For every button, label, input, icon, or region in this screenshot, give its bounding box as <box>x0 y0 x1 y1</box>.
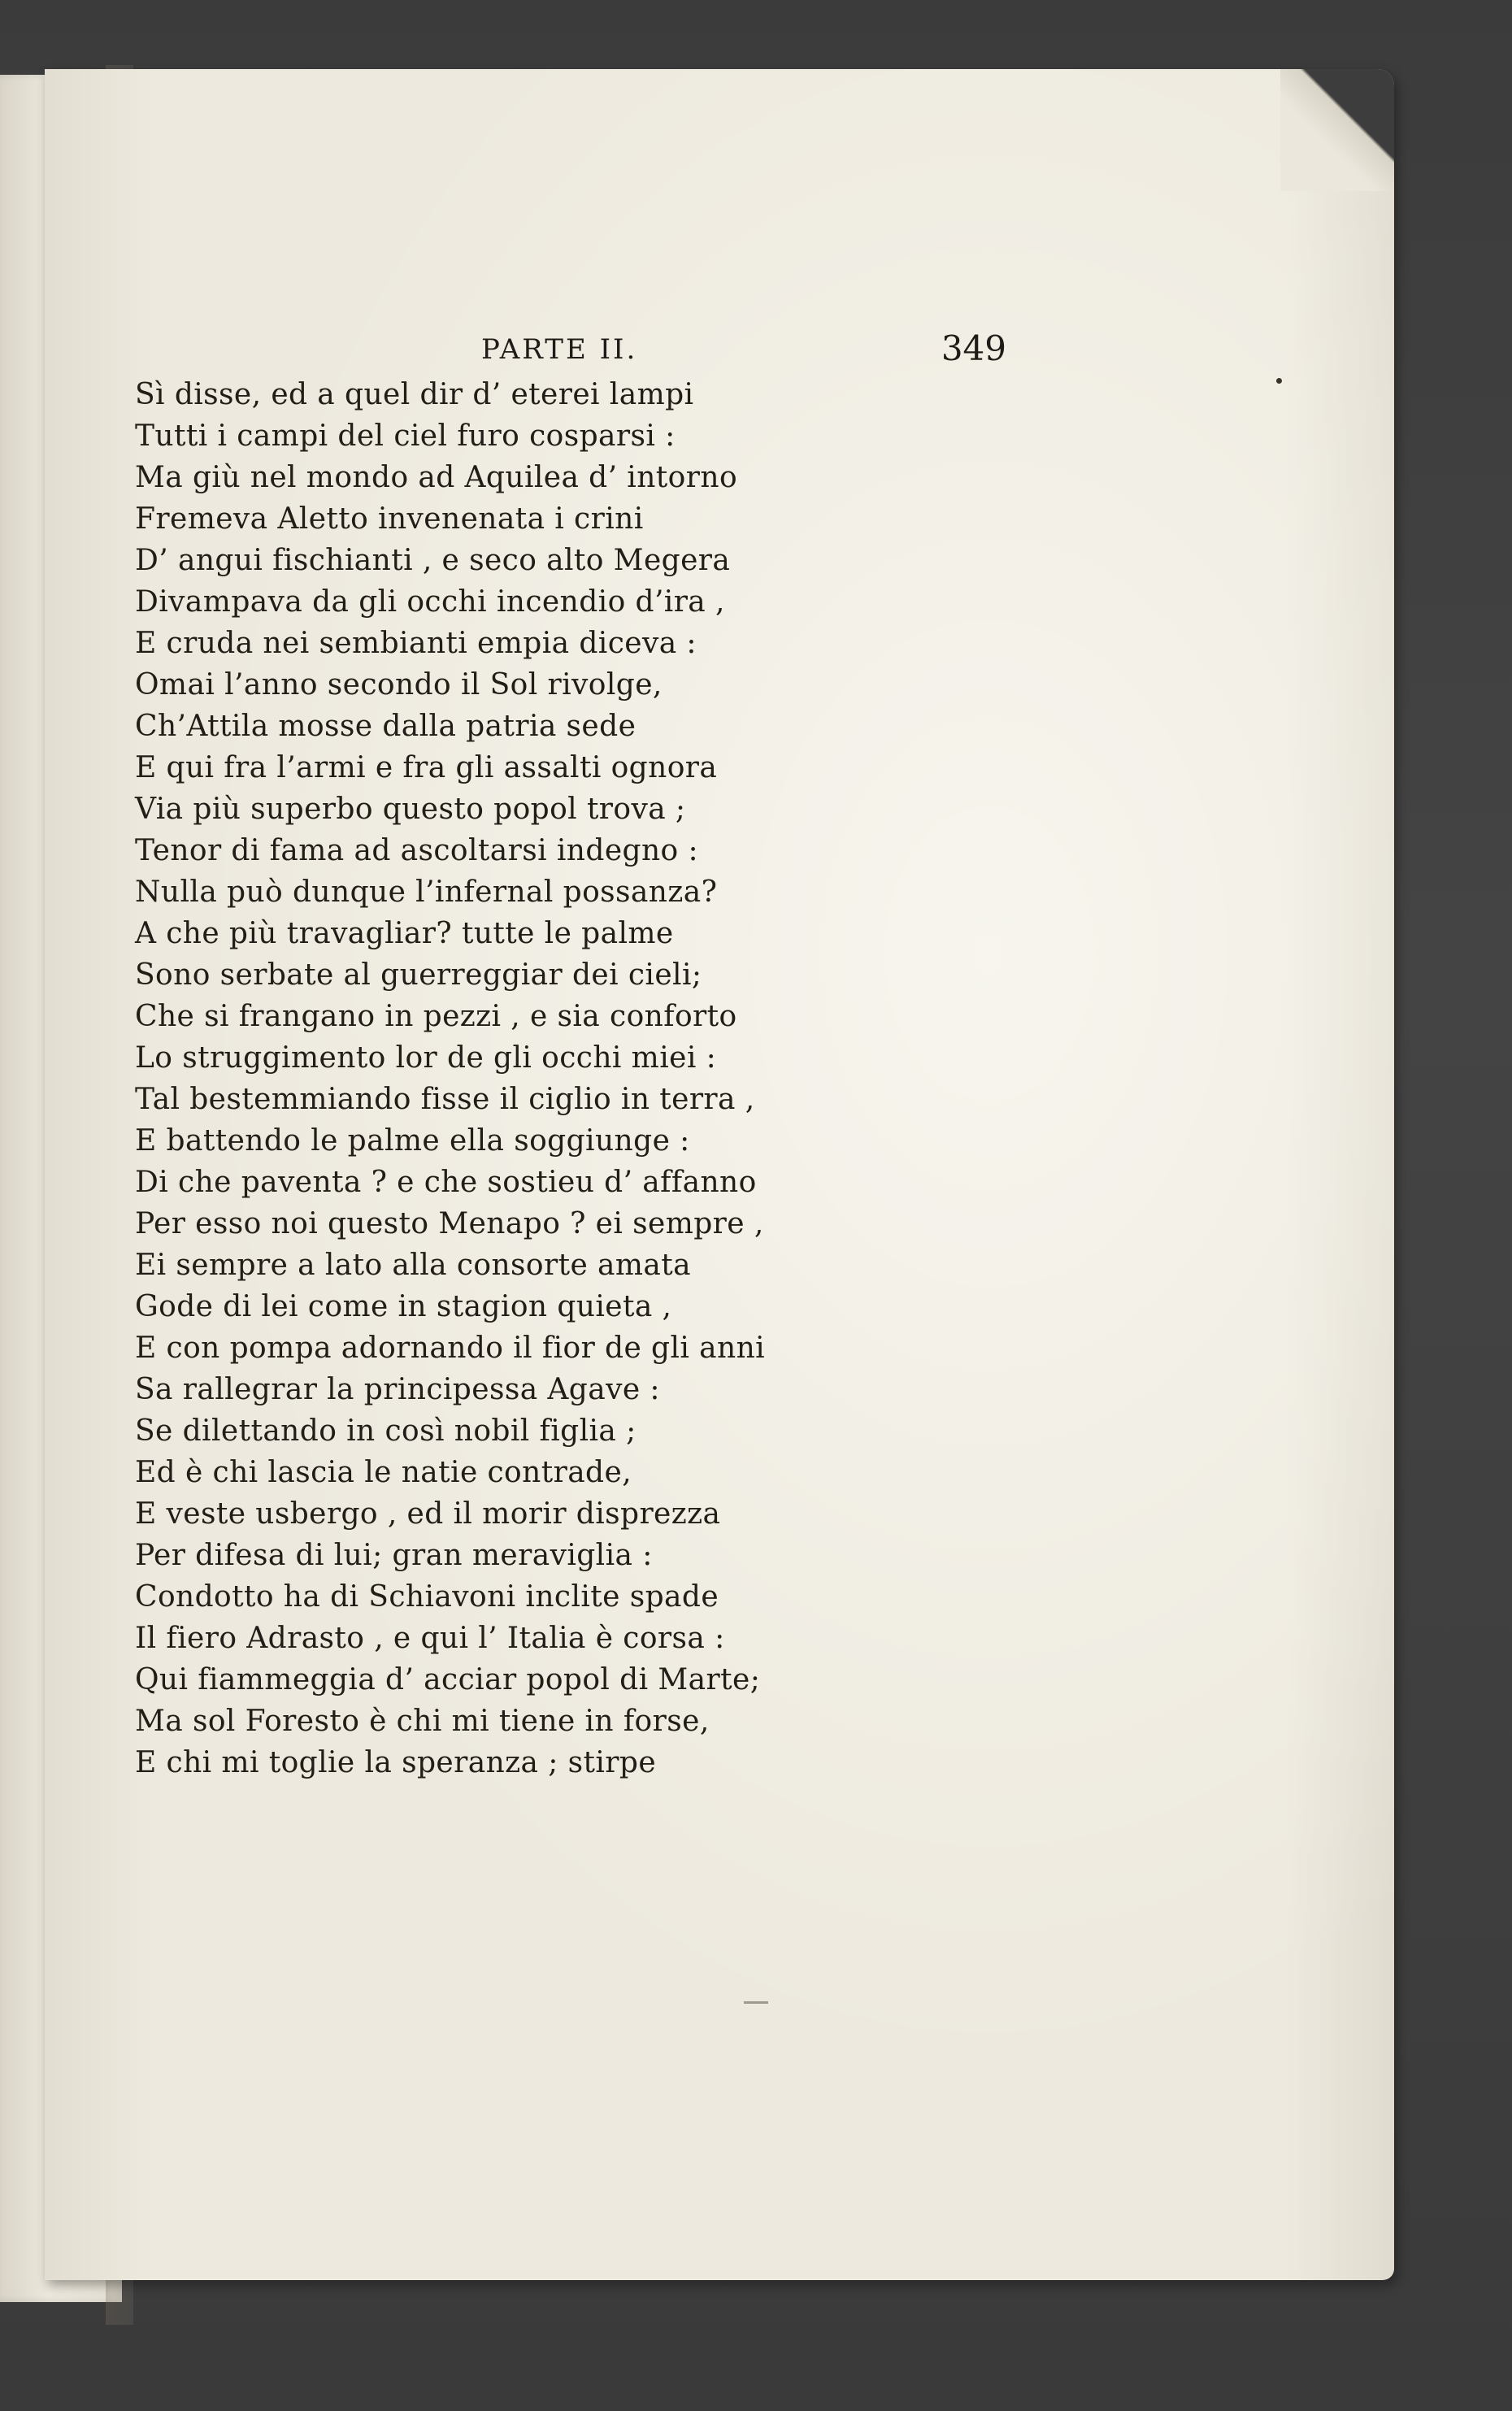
verse-line: E battendo le palme ella soggiunge : <box>135 1124 690 1158</box>
page-number: 349 <box>941 328 1006 368</box>
verse-line: Ei sempre a lato alla consorte amata <box>135 1249 692 1282</box>
verse-line: Via più superbo questo popol trova ; <box>135 793 686 826</box>
verse-line: Di che paventa ? e che sostieu d’ affanno <box>135 1166 757 1199</box>
verse-line: Per difesa di lui; gran meraviglia : <box>135 1539 653 1572</box>
verse-line: Il fiero Adrasto , e qui l’ Italia è corsa : <box>135 1622 725 1655</box>
verse-line: E cruda nei sembianti empia diceva : <box>135 627 697 660</box>
verse-line: Sa rallegrar la principessa Agave : <box>135 1373 660 1406</box>
verse-line: Qui fiammeggia d’ acciar popol di Marte; <box>135 1663 761 1696</box>
verse-line: Tutti i campi del ciel furo cosparsi : <box>135 419 676 453</box>
running-head: PARTE II. <box>481 333 638 366</box>
verse-line: Se dilettando in così nobil figlia ; <box>135 1414 637 1448</box>
verse-line: Tenor di fama ad ascoltarsi indegno : <box>135 834 698 867</box>
verse-line: Tal bestemmiando fisse il ciglio in terra , <box>135 1083 755 1116</box>
verse-line: Fremeva Aletto invenenata i crini <box>135 502 644 536</box>
verse-line: Gode di lei come in stagion quieta , <box>135 1290 672 1323</box>
verse-line: Sono serbate al guerreggiar dei cieli; <box>135 958 702 992</box>
page-header <box>104 325 1006 374</box>
verse-line: E qui fra l’armi e fra gli assalti ognora <box>135 751 718 784</box>
verse-line: E veste usbergo , ed il morir disprezza <box>135 1497 721 1531</box>
verse-block <box>135 374 948 1783</box>
verse-line: Lo struggimento lor de gli occhi miei : <box>135 1041 717 1075</box>
verse-line: Che si frangano in pezzi , e sia conforto <box>135 1000 737 1033</box>
verse-line: D’ angui fischianti , e seco alto Megera <box>135 544 731 577</box>
verse-line: E con pompa adornando il fior de gli anni <box>135 1331 766 1365</box>
ink-speck <box>1276 378 1282 384</box>
verse-line: Ma giù nel mondo ad Aquilea d’ intorno <box>135 461 738 494</box>
verse-line: Ed è chi lascia le natie contrade, <box>135 1456 632 1489</box>
verse-line: Sì disse, ed a quel dir d’ eterei lampi <box>135 378 694 411</box>
ink-mark <box>744 2001 768 2004</box>
verse-line: E chi mi toglie la speranza ; stirpe <box>135 1746 657 1779</box>
verse-line: Divampava da gli occhi incendio d’ira , <box>135 585 725 619</box>
verse-line: Nulla può dunque l’infernal possanza? <box>135 875 718 909</box>
verse-line: A che più travagliar? tutte le palme <box>135 917 674 950</box>
verse-line: Condotto ha di Schiavoni inclite spade <box>135 1580 719 1614</box>
verse-line: Ch’Attila mosse dalla patria sede <box>135 710 637 743</box>
verse-line: Per esso noi questo Menapo ? ei sempre , <box>135 1207 764 1240</box>
verse-line: Omai l’anno secondo il Sol rivolge, <box>135 668 663 702</box>
folded-corner <box>1280 69 1394 191</box>
verse-line: Ma sol Foresto è chi mi tiene in forse, <box>135 1705 710 1738</box>
